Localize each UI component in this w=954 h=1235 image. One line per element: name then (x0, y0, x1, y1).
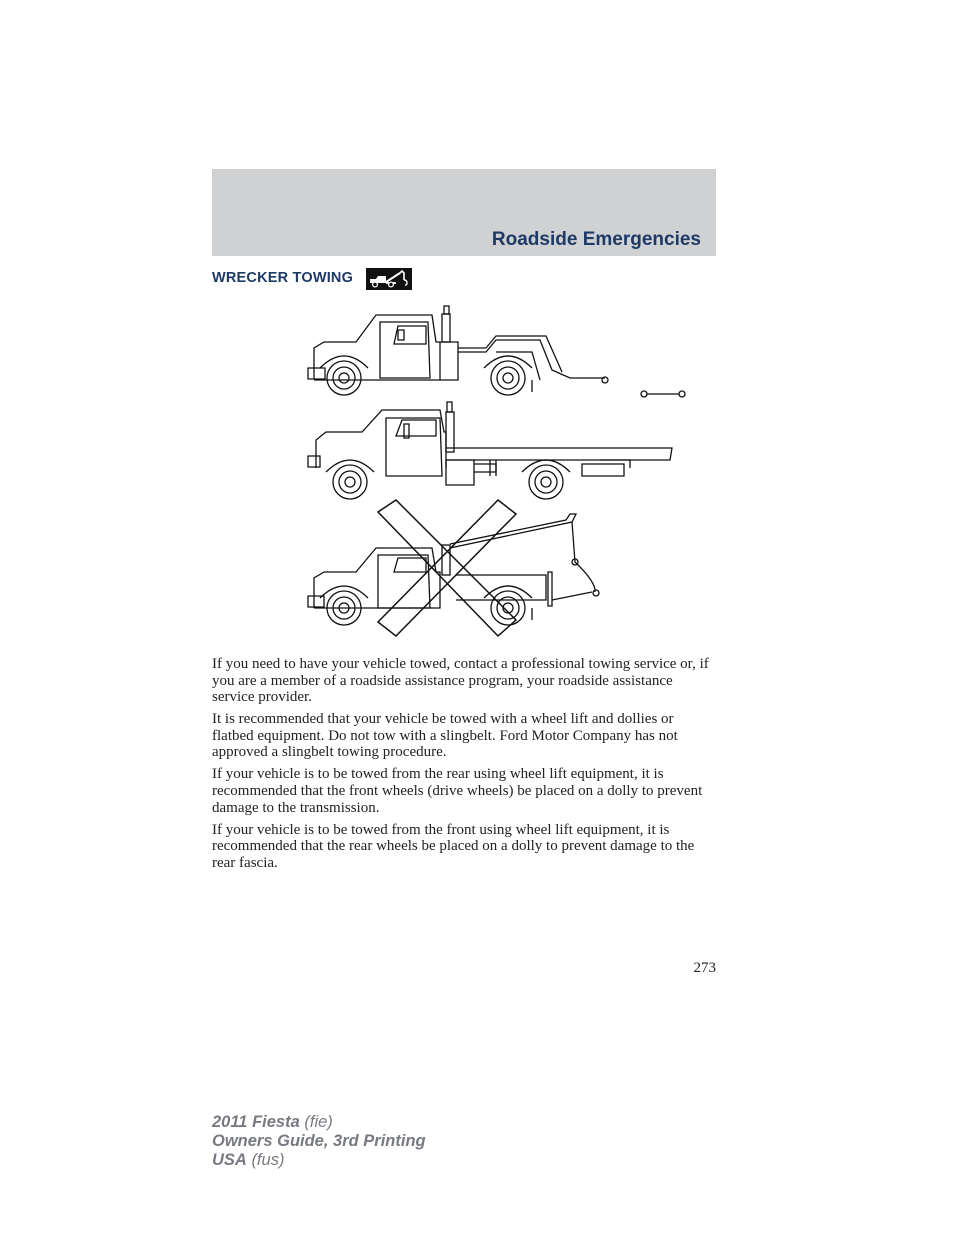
footer-line-2 (212, 1132, 426, 1151)
page-title: Roadside Emergencies (491, 229, 701, 250)
footer-line-1 (212, 1113, 426, 1132)
paragraph: If your vehicle is to be towed from the rear using wheel lift equipment, it is recommended that the front wheels (drive wheels) be placed on a dolly to prevent damage to the transmission. (212, 766, 703, 816)
paragraph: If you need to have your vehicle towed, contact a professional towing service or, if you are a member of a roadside assistance program, your roadside assistance service provider. (212, 656, 709, 706)
footer-market: USA (212, 1151, 247, 1169)
body-text (212, 656, 718, 877)
paragraph: It is recommended that your vehicle be towed with a wheel lift and dollies or flatbed equipment. Do not tow with a slingbelt. Ford Motor Company has not approved a slingbelt towing procedure. (212, 711, 678, 761)
footer-market-code: (fus) (251, 1151, 285, 1169)
footer (212, 1113, 426, 1170)
footer-model-code: (fie) (304, 1113, 333, 1131)
paragraph: If your vehicle is to be towed from the front using wheel lift equipment, it is recommended that the rear wheels be placed on a dolly to prevent damage to the rear fascia. (212, 821, 695, 871)
footer-model: 2011 Fiesta (212, 1113, 300, 1131)
wheel-lift-tow-truck (308, 306, 685, 397)
header-band (212, 169, 716, 256)
footer-line-3 (212, 1151, 426, 1170)
towing-illustrations (300, 300, 700, 645)
page-number: 273 (693, 960, 716, 976)
slingbelt-tow-truck-crossed-out (308, 500, 599, 636)
footer-guide: Owners Guide, 3rd Printing (212, 1132, 426, 1150)
flatbed-tow-truck (308, 402, 672, 499)
section-heading: WRECKER TOWING (212, 270, 354, 286)
tow-truck-icon (366, 268, 412, 290)
